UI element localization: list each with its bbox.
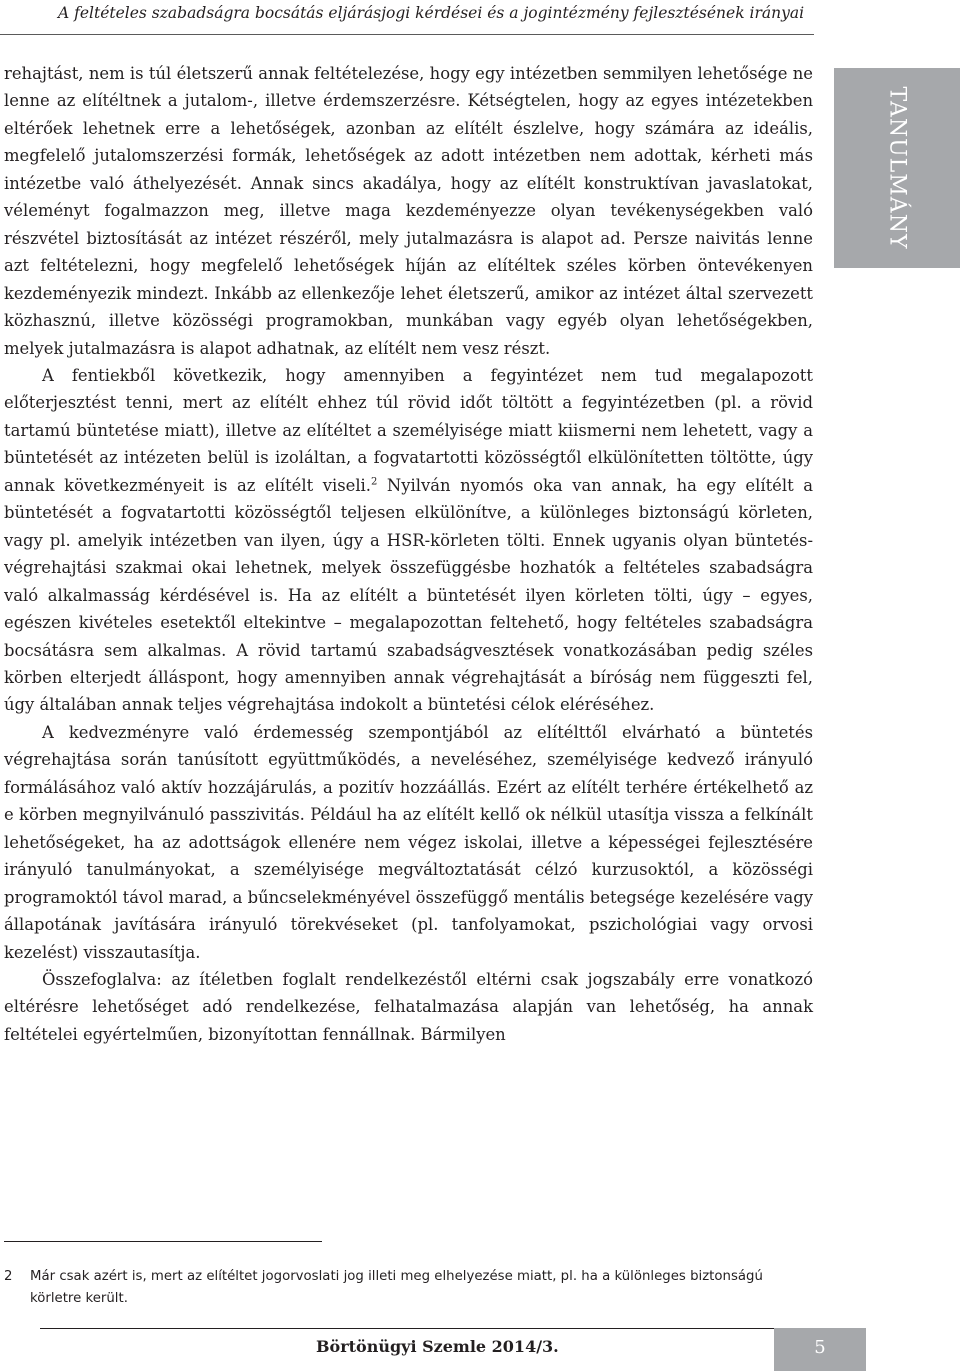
section-tab bbox=[834, 68, 960, 268]
paragraph-4: Összefoglalva: az ítéletben foglalt rendelkezéstől eltérni csak jogszabály erre vonatkozó eltérésre lehetőséget adó rendelkezése, felhatalmazása alapján van lehetőség, ha annak feltételei egyértelműen, bizonyítottan fennállnak. Bármilyen bbox=[4, 969, 813, 1044]
page-number-box bbox=[774, 1328, 866, 1371]
footnote-reference[interactable]: 2 bbox=[371, 476, 378, 488]
footer-divider bbox=[40, 1328, 774, 1329]
section-tab-label: TANULMÁNY bbox=[884, 86, 910, 250]
footnote-text: Már csak azért is, mert az elítéltet jogorvoslati jog illeti meg elhelyezése miatt, pl. ha a különleges biztonságú körletre került. bbox=[30, 1269, 763, 1306]
paragraph-2 bbox=[4, 362, 813, 719]
page-number: 5 bbox=[814, 1337, 826, 1358]
running-header bbox=[0, 0, 814, 35]
paragraph-3: A kedvezményre való érdemesség szempontjából az elítélttől elvárható a büntetés végrehajtása során tanúsított együttműködés, a neveléséhez, személyisége kedvező irányuló formálásához való aktív hozzájárulás, a pozitív hozzáállás. Ezért az elítélt terhére értékelhető az e körben megnyilvánuló passzivitás. Például ha az elítélt kellő ok nélkül utasítja vissza a felkínált lehetőségeket, ha az adottságok ellenére nem végez iskolai, illetve a képességei fejlesztésére irányuló tanulmányokat, a személyisége megváltoztatását célzó kurzusoktól, a közösségi programoktól távol marad, a bűncselekményével összefüggő mentális betegsége kezelésére vagy állapotának javítására irányuló törekvéseket (pl. tanfolyamokat, pszichológiai vagy orvosi kezelést) visszautasítja. bbox=[4, 722, 813, 962]
journal-name: Börtönügyi Szemle 2014/3. bbox=[316, 1337, 559, 1356]
footnote-divider bbox=[4, 1241, 322, 1242]
paragraph-2-text-a: A fentiekből következik, hogy amennyiben a fegyintézet nem tud megalapozott előterjesztést tenni, mert az elítélt ehhez túl rövid időt töltött a fegyintézetben (pl. a rövid tartamú büntetése miatt), illetve az elítéltet a személyisége miatt kiismerni nem lehetett, vagy a büntetését az intézeten belül is izoláltan, a fogvatartotti közösségtől elkülönítetten töltötte, úgy annak következményeit is az elítélt viseli. bbox=[4, 365, 813, 495]
running-header-title: A feltételes szabadságra bocsátás eljárásjogi kérdései és a jogintézmény fejlesztésének irányai bbox=[58, 4, 805, 22]
paragraph-1: rehajtást, nem is túl életszerű annak feltételezése, hogy egy intézetben semmilyen lehetősége ne lenne az elítéltnek a jutalom-, illetve érdemszerzésre. Kétségtelen, hogy az egyes intézetekben eltérőek lehetnek erre a lehetőségek, azonban az elítélt észlelve, hogy számára az ideális, megfelelő jutalomszerzési formák, lehetőségek az adott intézetben nem adottak, kérheti más intézetbe való áthelyezését. Annak sincs akadálya, hogy az elítélt konstruktívan javaslatokat, véleményt fogalmazzon meg, illetve maga kezdeményezze olyan tevékenységekben való részvétel biztosítását az intézet részéről, mely jutalmazásra is alapot ad. Persze naivitás lenne azt feltételezni, hogy megfelelő lehetőségek híján az elítéltek széles körben öntevékenyen kezdeményezik mindezt. Inkább az ellenkezője lehet életszerű, amikor az intézet által szervezett közhasznú, illetve közösségi programokban, munkában vagy egyéb olyan lehetőségekben, melyek jutalmazásra is alapot adhatnak, az elítélt nem vesz részt. bbox=[4, 64, 813, 358]
article-body bbox=[4, 60, 813, 1048]
paragraph-2-text-b: Nyilván nyomós oka van annak, ha egy elítélt a büntetését a fogvatartotti közösségtől teljesen elkülönítve, a különleges biztonságú körleten, vagy pl. amelyik intézetben van ilyen, úgy a HSR-körleten tölti. Ennek ugyanis olyan büntetés-végrehajtási szakmai okai lehetnek, melyek összefüggésbe hozhatók a feltételes szabadságra való alkalmasság kérdésével is. Ha az elítélt a büntetését ilyen körleten tölti, úgy – egyes, egészen kivételes esetektől eltekintve – megalapozottan feltehető, hogy feltételes szabadságra bocsátásra sem alkalmas. A rövid tartamú szabadságvesztések vonatkozásában pedig széles körben elterjedt álláspont, hogy amennyiben annak végrehajtását a bíróság nem függeszti fel, úgy általában annak teljes végrehajtása indokolt a büntetési célok eléréséhez. bbox=[4, 475, 813, 715]
footnote-number: 2 bbox=[4, 1269, 13, 1284]
footnote bbox=[4, 1266, 812, 1310]
